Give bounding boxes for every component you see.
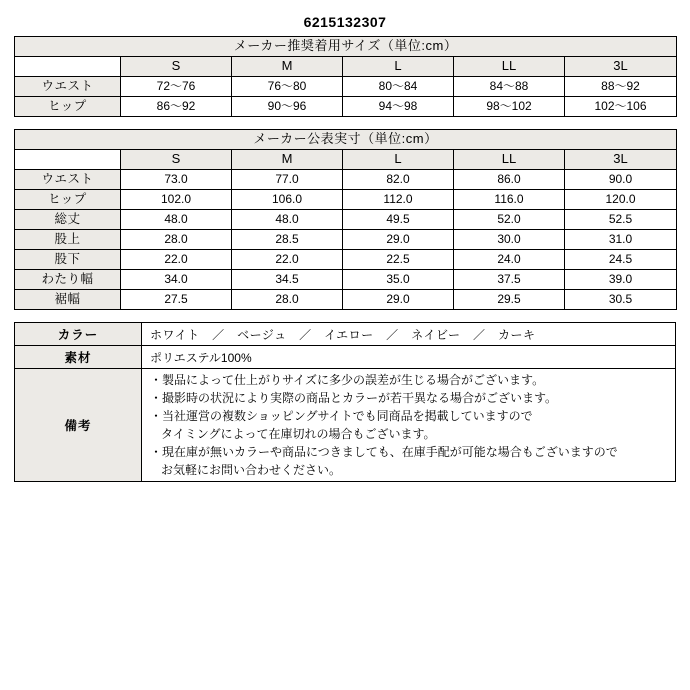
table1-size-m: M (232, 57, 343, 77)
table-row (15, 77, 677, 97)
spacer (14, 310, 676, 322)
table2-row2-col4: 52.5 (565, 210, 677, 230)
table2-row6-label: 裾幅 (15, 290, 121, 310)
note-line-2: ・当社運営の複数ショッピングサイトでも同商品を掲載していますので (150, 409, 533, 423)
table2-row6-col2: 29.0 (343, 290, 454, 310)
note-line-4: ・現在庫が無いカラーや商品につきましても、在庫手配が可能な場合もございますので (150, 445, 618, 459)
table1-size-3l: 3L (565, 57, 677, 77)
table2-row0-col3: 86.0 (454, 170, 565, 190)
table-row (15, 270, 677, 290)
notes-label: 備考 (15, 369, 142, 482)
table1-row1-col3: 98〜102 (454, 97, 565, 117)
table2-size-l: L (343, 150, 454, 170)
table-row (15, 290, 677, 310)
product-number: 6215132307 (303, 14, 387, 30)
table-row (15, 230, 677, 250)
table2-row0-col0: 73.0 (121, 170, 232, 190)
table1-size-s: S (121, 57, 232, 77)
table2-row5-col0: 34.0 (121, 270, 232, 290)
note-line-1: ・撮影時の状況により実際の商品とカラーが若干異なる場合がございます。 (150, 391, 558, 405)
table2-row4-label: 股下 (15, 250, 121, 270)
table1-row0-col3: 84〜88 (454, 77, 565, 97)
table2-row3-col4: 31.0 (565, 230, 677, 250)
table1-row0-col0: 72〜76 (121, 77, 232, 97)
table-row (15, 170, 677, 190)
table2-row4-col2: 22.5 (343, 250, 454, 270)
note-line-0: ・製品によって仕上がりサイズに多少の誤差が生じる場合がございます。 (150, 373, 545, 387)
table2-row1-label: ヒップ (15, 190, 121, 210)
material-value: ポリエステル100% (142, 346, 676, 369)
table2-corner-cell (15, 150, 121, 170)
material-label: 素材 (15, 346, 142, 369)
table-title-row (15, 37, 677, 57)
actual-measurements-table (14, 129, 677, 310)
table2-row5-label: わたり幅 (15, 270, 121, 290)
note-line-5: お気軽にお問い合わせください。 (161, 463, 342, 477)
table2-row3-col2: 29.0 (343, 230, 454, 250)
table1-row0-col4: 88〜92 (565, 77, 677, 97)
table1-row0-label: ウエスト (15, 77, 121, 97)
table2-row1-col1: 106.0 (232, 190, 343, 210)
table2-row0-col1: 77.0 (232, 170, 343, 190)
table1-row0-col2: 80〜84 (343, 77, 454, 97)
table-row (15, 250, 677, 270)
table-row (15, 97, 677, 117)
table2-row6-col4: 30.5 (565, 290, 677, 310)
table-row (15, 210, 677, 230)
recommended-size-table (14, 36, 677, 117)
table1-row1-col4: 102〜106 (565, 97, 677, 117)
table1-size-ll: LL (454, 57, 565, 77)
table2-row5-col2: 35.0 (343, 270, 454, 290)
table1-row1-col0: 86〜92 (121, 97, 232, 117)
table2-row3-label: 股上 (15, 230, 121, 250)
note-line-3: タイミングによって在庫切れの場合もございます。 (161, 427, 436, 441)
table1-row1-col2: 94〜98 (343, 97, 454, 117)
table2-row3-col0: 28.0 (121, 230, 232, 250)
table2-row4-col4: 24.5 (565, 250, 677, 270)
table2-row6-col1: 28.0 (232, 290, 343, 310)
spacer (14, 117, 676, 129)
table2-row4-col1: 22.0 (232, 250, 343, 270)
table2-row1-col3: 116.0 (454, 190, 565, 210)
table2-row1-col2: 112.0 (343, 190, 454, 210)
table1-row0-col1: 76〜80 (232, 77, 343, 97)
notes-value (142, 369, 676, 482)
table1-row1-col1: 90〜96 (232, 97, 343, 117)
table2-size-ll: LL (454, 150, 565, 170)
table1-size-l: L (343, 57, 454, 77)
product-info-table (14, 322, 676, 482)
table2-row4-col0: 22.0 (121, 250, 232, 270)
notes-row (15, 369, 676, 482)
table2-row1-col0: 102.0 (121, 190, 232, 210)
table2-row5-col1: 34.5 (232, 270, 343, 290)
table-title-row (15, 130, 677, 150)
color-value: ホワイト ／ ベージュ ／ イエロー ／ ネイビー ／ カーキ (142, 323, 676, 346)
table2-row2-col2: 49.5 (343, 210, 454, 230)
table2-row1-col4: 120.0 (565, 190, 677, 210)
table-row (15, 190, 677, 210)
table2-row3-col1: 28.5 (232, 230, 343, 250)
table1-title: メーカー推奨着用サイズ（単位:cm） (15, 37, 677, 57)
table1-row1-label: ヒップ (15, 97, 121, 117)
table2-row2-label: 総丈 (15, 210, 121, 230)
table-header-row (15, 57, 677, 77)
table2-row5-col4: 39.0 (565, 270, 677, 290)
table2-row2-col3: 52.0 (454, 210, 565, 230)
table-header-row (15, 150, 677, 170)
table2-size-3l: 3L (565, 150, 677, 170)
table2-row0-label: ウエスト (15, 170, 121, 190)
table2-row5-col3: 37.5 (454, 270, 565, 290)
table2-size-m: M (232, 150, 343, 170)
table2-row6-col3: 29.5 (454, 290, 565, 310)
table2-row6-col0: 27.5 (121, 290, 232, 310)
table2-row3-col3: 30.0 (454, 230, 565, 250)
table2-row0-col2: 82.0 (343, 170, 454, 190)
table2-row0-col4: 90.0 (565, 170, 677, 190)
table2-row2-col0: 48.0 (121, 210, 232, 230)
color-label: カラー (15, 323, 142, 346)
table1-corner-cell (15, 57, 121, 77)
table2-row4-col3: 24.0 (454, 250, 565, 270)
table2-title: メーカー公表実寸（単位:cm） (15, 130, 677, 150)
material-row (15, 346, 676, 369)
table2-row2-col1: 48.0 (232, 210, 343, 230)
table2-size-s: S (121, 150, 232, 170)
color-row (15, 323, 676, 346)
